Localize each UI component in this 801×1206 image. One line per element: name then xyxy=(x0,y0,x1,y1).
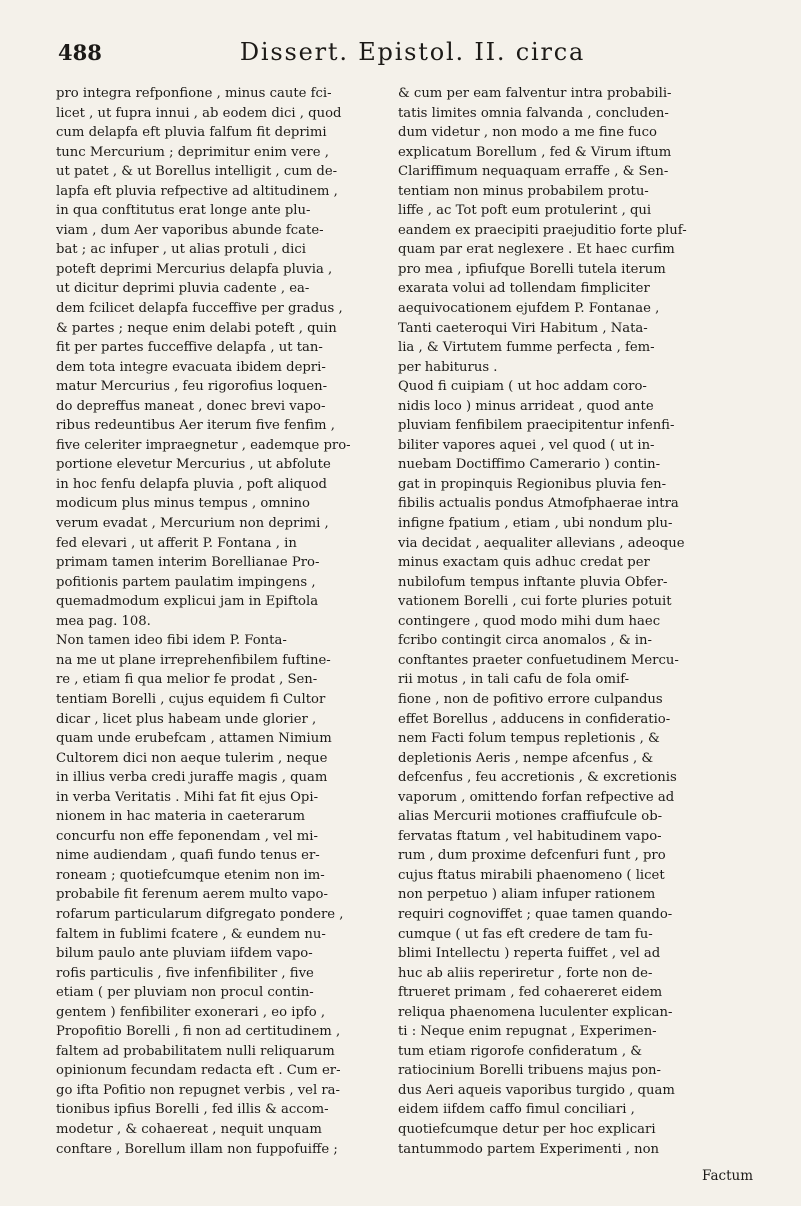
text-line: in qua conftitutus erat longe ante plu- xyxy=(56,203,311,219)
text-line: tentiam non minus probabilem protu- xyxy=(398,183,649,199)
text-line: tatis limites omnia falvanda , concluden- xyxy=(398,105,669,121)
text-line: poteft deprimi Mercurius delapfa pluvia , xyxy=(56,261,333,277)
text-line: tum etiam rigorofe confideratum , & xyxy=(398,1043,643,1059)
text-line: na me ut plane irreprehenfibilem fuftine- xyxy=(56,652,331,668)
text-line: tunc Mercurium ; deprimitur enim vere , xyxy=(56,144,329,160)
text-line: nime audiendam , quafi fundo tenus er- xyxy=(56,848,320,864)
page-number: 488 xyxy=(58,40,102,65)
text-line: ut dicitur deprimi pluvia cadente , ea- xyxy=(56,281,310,297)
text-line: probabile fit ferenum aerem multo vapo- xyxy=(56,887,328,903)
text-line: reliqua phaenomena luculenter explican- xyxy=(398,1004,673,1020)
text-line: in verba Veritatis . Mihi fat fit ejus Opi- xyxy=(56,789,319,805)
text-line: fibilis actualis pondus Atmofphaerae intra xyxy=(398,496,679,512)
text-line: gentem ) fenfibiliter exonerari , eo ipfo , xyxy=(56,1004,326,1020)
left-column xyxy=(56,84,402,1159)
text-line: eidem iifdem caffo fimul conciliari , xyxy=(398,1102,635,1118)
text-line: nem Facti folum tempus repletionis , & xyxy=(398,731,660,747)
text-line: quotiefcumque detur per hoc explicari xyxy=(398,1121,656,1137)
text-line: viam , dum Aer vaporibus abunde fcate- xyxy=(56,222,324,238)
text-line: Propofitio Borelli , fi non ad certitudinem , xyxy=(56,1024,341,1040)
text-line: tantummodo partem Experimenti , non xyxy=(398,1141,660,1157)
text-line: licet , ut fupra innui , ab eodem dici , quod xyxy=(56,105,342,121)
text-line: ti : Neque enim repugnat , Experimen- xyxy=(398,1024,657,1040)
text-line: fervatas ftatum , vel habitudinem vapo- xyxy=(398,828,662,844)
text-line: dum videtur , non modo a me fine fuco xyxy=(398,125,657,141)
text-line: Cultorem dici non aeque tulerim , neque xyxy=(56,750,328,766)
text-line: pluviam fenfibilem praecipitentur infenfi- xyxy=(398,418,675,434)
text-line: re , etiam fi qua melior fe prodat , Sen- xyxy=(56,672,318,688)
text-line: via decidat , aequaliter allevians , adeoque xyxy=(398,535,685,551)
text-line: rii motus , in tali cafu de fola omif- xyxy=(398,672,630,688)
text-line: huc ab aliis reperiretur , forte non de- xyxy=(398,965,653,981)
text-line: biliter vapores aquei , vel quod ( ut in- xyxy=(398,437,655,453)
text-line: pro integra refponfione , minus caute fci- xyxy=(56,86,332,101)
text-line: Tanti caeteroqui Viri Habitum , Nata- xyxy=(398,320,648,336)
text-line: quemadmodum explicui jam in Epiftola xyxy=(56,594,319,610)
text-line: pro mea , ipfiufque Borelli tutela iterum xyxy=(398,261,666,277)
text-line: vaporum , omittendo forfan refpective ad xyxy=(398,789,675,805)
text-line: eandem ex praecipiti praejuditio forte pluf- xyxy=(398,222,687,238)
text-line: five celeriter impraegnetur , eademque pro- xyxy=(56,437,351,453)
text-line: dicar , licet plus habeam unde glorier , xyxy=(56,711,317,727)
text-line: modetur , & cohaereat , nequit unquam xyxy=(56,1121,322,1137)
text-line: roneam ; quotiefcumque etenim non im- xyxy=(56,867,325,883)
text-line: ratiocinium Borelli tribuens majus pon- xyxy=(398,1063,661,1079)
text-line: quam par erat neglexere . Et haec curfim xyxy=(398,242,675,258)
catchword: Factum xyxy=(702,1168,753,1184)
text-line: Non tamen ideo fibi idem P. Fonta- xyxy=(56,633,287,649)
text-line: ribus redeuntibus Aer iterum five fenfim , xyxy=(56,418,335,434)
text-line: non perpetuo ) aliam infuper rationem xyxy=(398,887,656,903)
text-line: dem fcilicet delapfa fucceffive per gradus , xyxy=(56,301,343,317)
text-line: faltem ad probabilitatem nulli reliquarum xyxy=(56,1043,335,1059)
page-header xyxy=(58,38,753,76)
text-line: infigne fpatium , etiam , ubi nondum plu- xyxy=(398,516,673,532)
text-line: pofitionis partem paulatim impingens , xyxy=(56,574,316,590)
text-line: conftantes praeter confuetudinem Mercu- xyxy=(398,652,679,668)
text-line: cum delapfa eft pluvia falfum fit deprimi xyxy=(56,125,327,141)
text-line: do depreffus maneat , donec brevi vapo- xyxy=(56,398,326,414)
text-line: verum evadat , Mercurium non deprimi , xyxy=(56,516,329,532)
text-line: mea pag. 108. xyxy=(56,613,151,629)
text-line: matur Mercurius , feu rigorofius loquen- xyxy=(56,379,328,395)
text-line: blimi Intellectu ) reperta fuiffet , vel ad xyxy=(398,946,661,962)
text-line: liffe , ac Tot poft eum protulerint , qui xyxy=(398,203,652,219)
text-line: bilum paulo ante pluviam iifdem vapo- xyxy=(56,946,313,962)
text-line: requiri cognoviffet ; quae tamen quando- xyxy=(398,906,673,922)
text-line: alias Mercurii motiones craffiufcule ob- xyxy=(398,809,663,825)
text-line: primam tamen interim Borellianae Pro- xyxy=(56,555,320,571)
text-line: etiam ( per pluviam non procul contin- xyxy=(56,985,314,1001)
text-line: tentiam Borelli , cujus equidem fi Cultor xyxy=(56,691,326,707)
text-line: lia , & Virtutem fumme perfecta , fem- xyxy=(398,340,655,356)
text-line: rofis particulis , five infenfibiliter , five xyxy=(56,965,314,981)
text-line: Clariffimum nequaquam erraffe , & Sen- xyxy=(398,164,669,180)
text-line: gat in propinquis Regionibus pluvia fen- xyxy=(398,476,667,492)
text-line: rofarum particularum difgregato pondere , xyxy=(56,906,344,922)
text-line: nubilofum tempus inftante pluvia Obfer- xyxy=(398,574,668,590)
text-line: faltem in fublimi fcatere , & eundem nu- xyxy=(56,926,326,942)
text-line: nionem in hac materia in caeterarum xyxy=(56,809,306,825)
text-line: fed elevari , ut afferit P. Fontana , in xyxy=(56,535,297,551)
text-line: effet Borellus , adducens in confideratio- xyxy=(398,711,671,727)
text-line: modicum plus minus tempus , omnino xyxy=(56,496,310,512)
text-line: per habiturus . xyxy=(398,359,498,375)
text-line: in illius verba credi juraffe magis , quam xyxy=(56,770,328,786)
text-line: fit per partes fucceffive delapfa , ut tan- xyxy=(56,340,323,356)
text-line: Quod fi cuipiam ( ut hoc addam coro- xyxy=(398,379,647,395)
text-line: cumque ( ut fas eft credere de tam fu- xyxy=(398,926,653,942)
text-line: vationem Borelli , cui forte pluries potuit xyxy=(398,594,672,610)
text-line: dem tota integre evacuata ibidem depri- xyxy=(56,359,326,375)
text-line: cujus ftatus mirabili phaenomeno ( licet xyxy=(398,867,665,883)
text-line: exarata volui ad tollendam fimpliciter xyxy=(398,281,650,297)
text-line: go ifta Pofitio non repugnet verbis , vel ra- xyxy=(56,1082,340,1098)
text-line: fione , non de pofitivo errore culpandus xyxy=(398,691,663,707)
text-line: nuebam Doctiffimo Camerario ) contin- xyxy=(398,457,661,473)
text-line: concurfu non effe feponendam , vel mi- xyxy=(56,828,318,844)
text-line: quam unde erubefcam , attamen Nimium xyxy=(56,731,332,747)
text-line: aequivocationem ejufdem P. Fontanae , xyxy=(398,301,660,317)
text-line: ftrueret primam , fed cohaereret eidem xyxy=(398,985,663,1001)
text-line: lapfa eft pluvia refpective ad altitudinem , xyxy=(56,183,338,199)
right-column xyxy=(398,84,750,1159)
text-line: bat ; ac infuper , ut alias protuli , dici xyxy=(56,242,306,258)
text-line: conftare , Borellum illam non fuppofuiffe ; xyxy=(56,1141,338,1157)
text-line: in hoc fenfu delapfa pluvia , poft aliquod xyxy=(56,476,327,492)
text-line: dus Aeri aqueis vaporibus turgido , quam xyxy=(398,1082,675,1098)
text-line: rum , dum proxime defcenfuri funt , pro xyxy=(398,848,666,864)
text-line: minus exactam quis adhuc credat per xyxy=(398,555,650,571)
text-line: explicatum Borellum , fed & Virum iftum xyxy=(398,144,672,160)
text-line: defcenfus , feu accretionis , & excretionis xyxy=(398,770,677,786)
text-line: & partes ; neque enim delabi poteft , quin xyxy=(56,320,337,336)
text-line: depletionis Aeris , nempe afcenfus , & xyxy=(398,750,654,766)
text-line: & cum per eam falventur intra probabili- xyxy=(398,86,672,101)
text-line: fcribo contingit circa anomalos , & in- xyxy=(398,633,652,649)
text-line: nidis loco ) minus arrideat , quod ante xyxy=(398,398,654,414)
text-line: contingere , quod modo mihi dum haec xyxy=(398,613,661,629)
text-line: portione elevetur Mercurius , ut abfolute xyxy=(56,457,331,473)
text-line: opinionum fecundam redacta eft . Cum er- xyxy=(56,1063,341,1079)
text-line: tionibus ipfius Borelli , fed illis & accom- xyxy=(56,1102,329,1118)
running-title: Dissert. Epistol. II. circa xyxy=(239,38,586,66)
text-line: ut patet , & ut Borellus intelligit , cum de- xyxy=(56,164,338,180)
